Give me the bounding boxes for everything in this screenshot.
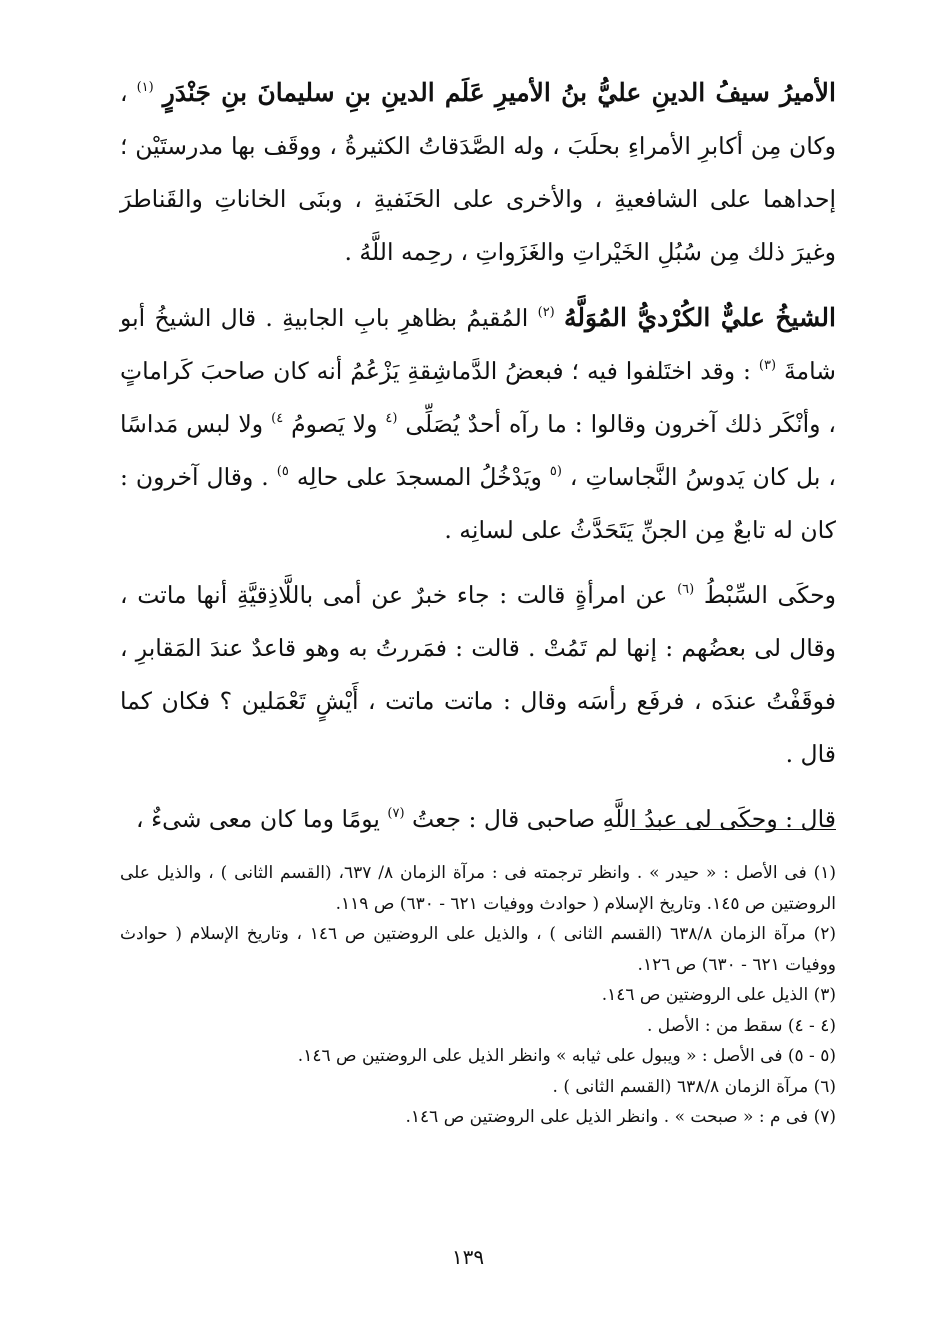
entry-2-text-3: ولا يَصومُ [291, 410, 378, 438]
entry-2-text-5: ويَدْخُلُ المسجدَ على حالِه [296, 463, 542, 491]
entry-1-heading: الأميرُ سيفُ الدينِ عليُّ بنُ الأميرِ عَلَم الدينِ بنِ سليمانَ بنِ جَنْدَرٍ [162, 78, 836, 107]
entry-2-text-2: : وقد اختَلفوا فيه ؛ فبعضُ الدَّماشِقةِ يَزْعُمُ أنه كان صاحبَ كَراماتٍ ، وأنْكَر ذلك آخرون وقالوا : ما رآه أحدٌ يُصَلِّى [120, 357, 836, 438]
entry-2-text-1: المُقيمُ بظاهرِ بابِ الجابيةِ . قال الشيخُ أبو شامةَ [120, 304, 836, 385]
entry-2-text-4: ولا لبس مَداسًا ، بل كان يَدوسُ النَّجاساتِ ، [120, 410, 836, 491]
paragraph-3 [120, 569, 836, 781]
footnote-ref-6: (٦) [677, 582, 695, 597]
footnote: (٣) الذيل على الروضتين ص ١٤٦. [601, 985, 836, 1005]
entry-1-text: ، وكان مِن أكابرِ الأمراءِ بحلَبَ ، وله الصَّدَقاتُ الكثيرةُ ، ووقَف بها مدرستَيْن ؛ إحداهما على الشافعيةِ ، والأخرى على الحَنَفيةِ ، وبنَى الخاناتِ والقَناطرَ وغيرَ ذلك مِن سُبُلِ الخَيْراتِ والغَزَواتِ ، رحِمه اللَّهُ . [120, 79, 836, 266]
paragraph-3-text-2: عن امرأةٍ قالت : جاء خبرٌ عن أمى باللَّاذِقيَّةِ أنها ماتت ، وقال لى بعضُهم : إنها لم تَمُتْ . قالت : فمَررتُ به وهو قاعدٌ عندَ المَقابرِ ، فوقَفْتُ عندَه ، فرفَع رأسَه وقال : ماتت ماتت ، أَيْشٍ تَعْمَلين ؟ فكان كما قال . [120, 581, 836, 768]
footnote-ref-2: (٢) [537, 305, 555, 320]
footnote: (٧) فى م : « صبحت » . وانظر الذيل على الروضتين ص ١٤٦. [405, 1107, 836, 1127]
page-number: ١٣٩ [451, 1245, 485, 1269]
footnote: (١) فى الأصل : « حيدر » . وانظر ترجمته فى : مرآة الزمان ٨/ ٦٣٧، (القسم الثانى ) ، والذيل على الروضتين ص ١٤٥. وتاريخ الإسلام ( حوادث ووفيات ٦٢١ - ٦٣٠) ص ١١٩. [120, 863, 836, 914]
footnote-ref-7: (٧) [387, 806, 405, 821]
paragraph-4 [120, 793, 836, 846]
footnote-ref-4-open: (٤ [385, 411, 398, 426]
footnote-ref-5-close: ٥) [276, 464, 289, 479]
footnote-divider [630, 829, 836, 830]
paragraph-3-text-1: وحكَى السِّبْطُ [703, 581, 836, 609]
entry-2-text-6: . وقال آخرون : كان له تابعٌ مِن الجنِّ يَتَحَدَّثُ على لسانِه . [120, 463, 836, 544]
footnote-ref-1: (١) [136, 80, 154, 95]
paragraph-4-text-1: قال : وحكَى لى عبدُ اللَّهِ صاحبى قال : جعتُ [412, 805, 836, 833]
main-text [120, 66, 836, 846]
footnotes [120, 858, 836, 1133]
paragraph-4-text-2: يومًا وما كان معى شىءٌ ، [136, 805, 380, 833]
footnote: (٢) مرآة الزمان ٦٣٨/٨ (القسم الثانى ) ، والذيل على الروضتين ص ١٤٦ ، وتاريخ الإسلام ( حوادث ووفيات ٦٢١ - ٦٣٠) ص ١٢٦. [120, 924, 837, 975]
entry-2 [120, 291, 836, 557]
footnote: (٥ - ٥) فى الأصل : « ويبول على ثيابه » وانظر الذيل على الروضتين ص ١٤٦. [297, 1046, 836, 1066]
footnote-ref-5-open: (٥ [549, 464, 562, 479]
footnote: (٦) مرآة الزمان ٦٣٨/٨ (القسم الثانى ) . [552, 1076, 836, 1097]
footnote: (٤ - ٤) سقط من : الأصل . [646, 1015, 836, 1036]
footnote-ref-4-close: ٤) [271, 411, 284, 426]
entry-2-heading: الشيخُ عليٌّ الكُرْديُّ المُوَلَّهُ [564, 303, 836, 332]
footnote-ref-3: (٣) [758, 358, 777, 373]
entry-1 [120, 66, 836, 279]
